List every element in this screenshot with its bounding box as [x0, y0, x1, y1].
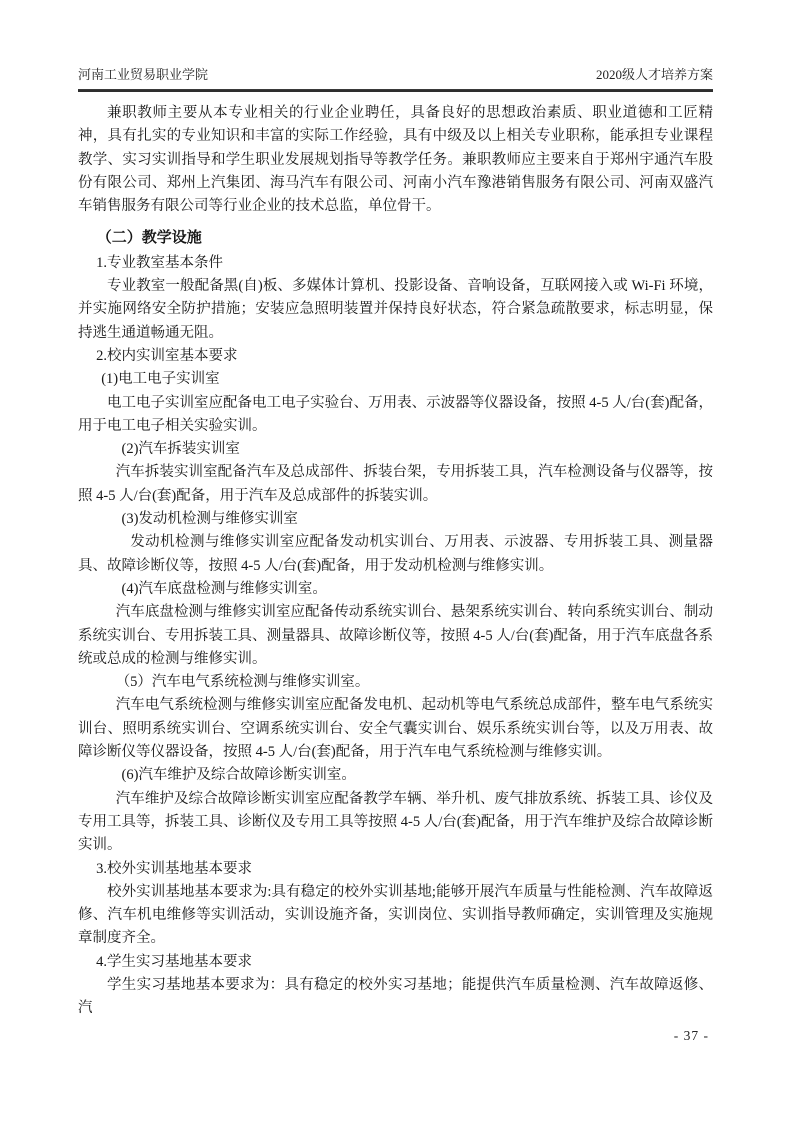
page-header — [78, 66, 713, 83]
header-rule — [78, 89, 713, 92]
item-1-body: 专业教室一般配备黑(自)板、多媒体计算机、投影设备、音响设备，互联网接入或 Wi-Fi 环境，并实施网络安全防护措施；安装应急照明装置并保持良好状态，符合紧急疏散要求，标志明显，保持逃生通道畅通无阻。 — [78, 278, 713, 341]
sub-2-body: 汽车拆装实训室配备汽车及总成部件、拆装台架，专用拆装工具，汽车检测设备与仪器等，按照 4-5 人/台(套)配备，用于汽车及总成部件的拆装实训。 — [78, 464, 713, 504]
sub-4-body: 汽车底盘检测与维修实训室应配备传动系统实训台、悬架系统实训台、转向系统实训台、制动系统实训台、专用拆装工具、测量器具、故障诊断仪等，按照 4-5 人/台(套)配备，用于汽车底盘各系统或总成的检测与维修实训。 — [78, 604, 713, 667]
item-3-offcampus-training-bases: 3.校外实训基地基本要求 — [96, 860, 252, 877]
document-body — [78, 102, 713, 1021]
header-school-name: 河南工业贸易职业学院 — [78, 67, 209, 82]
sub-1-body: 电工电子实训室应配备电工电子实验台、万用表、示波器等仪器设备，按照 4-5 人/台(套)配备，用于电工电子相关实验实训。 — [78, 394, 713, 434]
item-1-classroom-conditions: 1.专业教室基本条件 — [96, 254, 223, 271]
sub-2-disassembly-lab: (2)汽车拆装实训室 — [121, 441, 240, 458]
page-number: - 37 - — [673, 1028, 709, 1043]
sub-4-chassis-lab: (4)汽车底盘检测与维修实训室。 — [121, 580, 327, 597]
sub-3-engine-lab: (3)发动机检测与维修实训室 — [121, 511, 298, 528]
sub-3-body: 发动机检测与维修实训室应配备发动机实训台、万用表、示波器、专用拆装工具、测量器具、故障诊断仪等，按照 4-5 人/台(套)配备，用于发动机检测与维修实训。 — [78, 534, 713, 574]
sub-1-electrical-lab: (1)电工电子实训室 — [101, 371, 220, 388]
item-2-campus-training-rooms: 2.校内实训室基本要求 — [96, 347, 238, 364]
sub-6-body: 汽车维护及综合故障诊断实训室应配备教学车辆、举升机、废气排放系统、拆装工具、诊仪及专用工具等，拆装工具、诊断仪及专用工具等按照 4-5 人/台(套)配备，用于汽车维护及综合故障诊断实训。 — [78, 790, 713, 854]
sub-5-body: 汽车电气系统检测与维修实训室应配备发电机、起动机等电气系统总成部件，整车电气系统实训台、照明系统实训台、空调系统实训台、安全气囊实训台、娱乐系统实训台等，以及万用表、故障诊断仪等仪器设备，按照 4-5 人/台(套)配备，用于汽车电气系统检测与维修实训。 — [78, 697, 713, 761]
item-4-student-internship-bases: 4.学生实习基地基本要求 — [96, 953, 252, 970]
item-4-body: 学生实习基地基本要求为：具有稳定的校外实习基地；能提供汽车质量检测、汽车故障返修、汽 — [78, 976, 713, 1017]
sub-5-electrical-system-lab: （5）汽车电气系统检测与维修实训室。 — [115, 674, 370, 691]
section-heading-teaching-facilities: （二）教学设施 — [96, 230, 202, 247]
page-footer — [674, 1028, 709, 1044]
header-document-title: 2020级人才培养方案 — [595, 67, 713, 82]
item-3-body: 校外实训基地基本要求为:具有稳定的校外实训基地;能够开展汽车质量与性能检测、汽车故障返修、汽车机电维修等实训活动，实训设施齐备，实训岗位、实训指导教师确定，实训管理及实施规章制度齐全。 — [78, 883, 713, 947]
sub-6-maintenance-diagnosis-lab: (6)汽车维护及综合故障诊断实训室。 — [121, 767, 356, 784]
paragraph-intro-part-time-teachers: 兼职教师主要从本专业相关的行业企业聘任，具备良好的思想政治素质、职业道德和工匠精神，具有扎实的专业知识和丰富的实际工作经验，具有中级及以上相关专业职称，能承担专业课程教学、实习实训指导和学生职业发展规划指导等教学任务。兼职教师应主要来自于郑州宇通汽车股份有限公司、郑州上汽集团、海马汽车有限公司、河南小汽车豫港销售服务有限公司、河南双盛汽车销售服务有限公司等行业企业的技术总监，单位骨干。 — [78, 105, 713, 215]
